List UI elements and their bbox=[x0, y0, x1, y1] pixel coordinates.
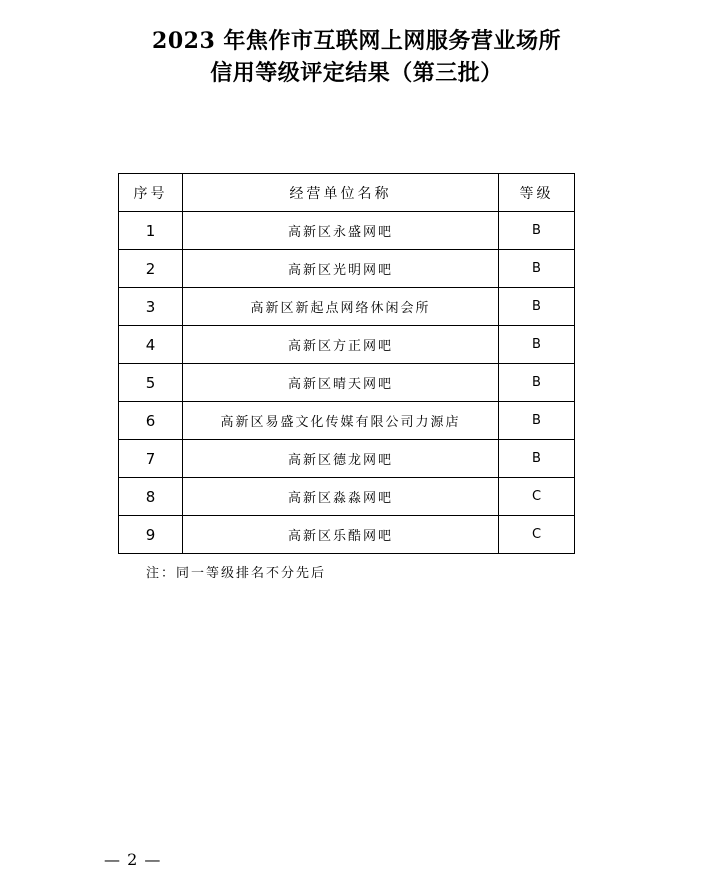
row-business-name: 高新区光明网吧 bbox=[183, 250, 499, 288]
row-number: 9 bbox=[119, 516, 183, 554]
row-grade: B bbox=[499, 288, 575, 326]
table-row bbox=[119, 364, 575, 402]
table-row bbox=[119, 478, 575, 516]
row-grade: B bbox=[499, 250, 575, 288]
table-row bbox=[119, 516, 575, 554]
row-number: 3 bbox=[119, 288, 183, 326]
row-number: 2 bbox=[119, 250, 183, 288]
table-row bbox=[119, 402, 575, 440]
credit-grade-table bbox=[118, 173, 575, 554]
document-title-line1: 2023 年焦作市互联网上网服务营业场所 bbox=[152, 28, 561, 54]
row-grade: B bbox=[499, 440, 575, 478]
row-grade: B bbox=[499, 402, 575, 440]
row-business-name: 高新区乐酷网吧 bbox=[183, 516, 499, 554]
table-row bbox=[119, 326, 575, 364]
row-grade: B bbox=[499, 326, 575, 364]
page-number: — 2 — bbox=[104, 850, 162, 869]
header-grade: 等级 bbox=[499, 174, 575, 212]
header-serial-number: 序号 bbox=[119, 174, 183, 212]
row-business-name: 高新区新起点网络休闲会所 bbox=[183, 288, 499, 326]
table-row bbox=[119, 440, 575, 478]
row-business-name: 高新区德龙网吧 bbox=[183, 440, 499, 478]
row-number: 5 bbox=[119, 364, 183, 402]
table-footnote: 注：同一等级排名不分先后 bbox=[146, 566, 327, 581]
row-grade: B bbox=[499, 212, 575, 250]
row-business-name: 高新区淼淼网吧 bbox=[183, 478, 499, 516]
row-business-name: 高新区方正网吧 bbox=[183, 326, 499, 364]
row-grade: C bbox=[499, 516, 575, 554]
table-row bbox=[119, 250, 575, 288]
row-business-name: 高新区易盛文化传媒有限公司力源店 bbox=[183, 402, 499, 440]
row-grade: B bbox=[499, 364, 575, 402]
row-number: 7 bbox=[119, 440, 183, 478]
table-row bbox=[119, 288, 575, 326]
document-title-line2: 信用等级评定结果（第三批） bbox=[210, 60, 503, 86]
row-grade: C bbox=[499, 478, 575, 516]
row-business-name: 高新区永盛网吧 bbox=[183, 212, 499, 250]
header-business-name: 经营单位名称 bbox=[183, 174, 499, 212]
table-row bbox=[119, 212, 575, 250]
table-header-row bbox=[119, 174, 575, 212]
row-business-name: 高新区晴天网吧 bbox=[183, 364, 499, 402]
row-number: 1 bbox=[119, 212, 183, 250]
row-number: 8 bbox=[119, 478, 183, 516]
row-number: 6 bbox=[119, 402, 183, 440]
row-number: 4 bbox=[119, 326, 183, 364]
